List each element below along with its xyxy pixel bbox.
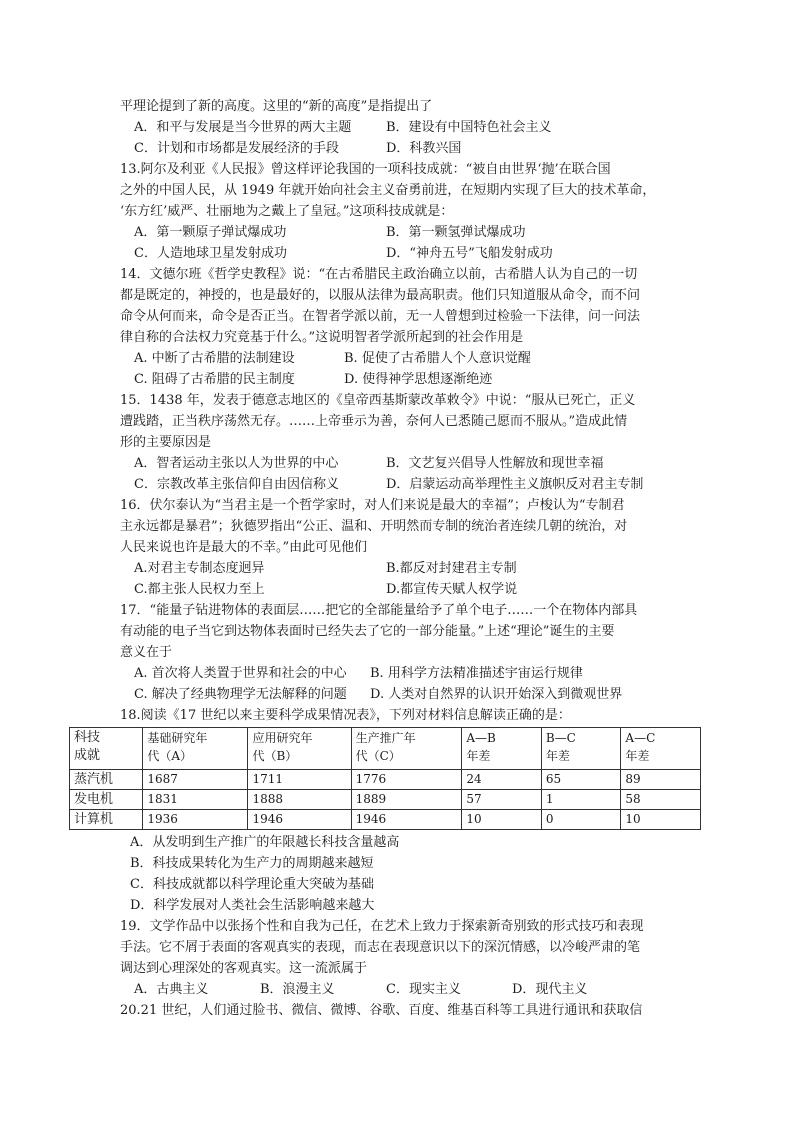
table-header-text: A—B [466,731,496,745]
table-row [70,810,701,830]
q17-stem-line3: 意义在于 [120,645,173,660]
q13-option-a: A．第一颗原子弹试爆成功 [134,225,287,240]
table-row [70,790,701,810]
q16-option-a: A.对君主专制态度迥异 [134,561,265,576]
q16-stem-line2: 主永远都是暴君”；狄德罗指出“公正、温和、开明然而专制的统治者连续几朝的统治，对 [120,519,628,534]
q18-option-d: D．科学发展对人类社会生活影响越来越大 [130,898,375,913]
q19-options-row [120,979,680,1000]
q16-stem-line1: 16．伏尔泰认为“当君主是一个哲学家时，对人们来说是最大的幸福”；卢梭认为“专制君 [120,498,625,513]
table-cell: 1889 [351,790,462,810]
table-cell: 1776 [351,770,462,790]
q17-option-d: D. 人类对自然界的认识开始深入到微观世界 [370,687,623,702]
q14-stem-line1: 14．文德尔班《哲学史教程》说：“在古希腊民主政治确立以前，古希腊人认为自己的一切 [120,267,638,282]
q15-option-b: B．文艺复兴倡导人性解放和现世幸福 [386,456,604,471]
table-header-text: A—C [625,731,656,745]
table-header-cell [621,728,701,770]
q12-option-d: D．科教兴国 [386,141,462,156]
table-header-row [70,728,701,770]
q13-stem-line3: ‘东方红’威严、壮丽地为之戴上了皇冠。”这项科技成就是： [120,204,454,219]
q19-option-b: B．浪漫主义 [260,982,335,997]
science-achievements-table [69,727,701,830]
table-header-cell [143,728,248,770]
q15-option-c: C．宗教改革主张信仰自由因信称义 [134,477,339,492]
q12-option-c: C．计划和市场都是发展经济的手段 [134,141,339,156]
table-cell: 1888 [248,790,351,810]
q13-options-row1 [120,222,680,243]
table-header-cell [70,728,143,770]
q14-option-b: B. 促使了古希腊人个人意识觉醒 [344,351,531,366]
q17-option-b: B. 用科学方法精准描述宇宙运行规律 [370,666,583,681]
q15-stem-line1: 15．1438 年，发表于德意志地区的《皇帝西基斯蒙改革敕令》中说：“服从已死亡，正义 [120,393,636,408]
q18-option-b: B．科技成果转化为生产力的周期越来越短 [130,856,374,871]
table-cell: 58 [621,790,701,810]
q13-option-b: B．第一颗氢弹试爆成功 [386,225,526,240]
q19-stem-line1: 19．文学作品中以张扬个性和自我为己任，在艺术上致力于探索新奇别致的形式技巧和表现 [120,919,644,934]
table-header-text: 代（B） [252,749,298,763]
table-row-label: 蒸汽机 [70,770,143,790]
q16-option-d: D.都宣传天赋人权学说 [386,582,518,597]
table-cell: 1946 [351,810,462,830]
q14-options-row1 [120,348,680,369]
q19-stem-line3: 调达到心理深处的客观真实。这一流派属于 [120,961,368,976]
table-header-text: 应用研究年 [252,731,313,745]
q17-stem-line1: 17．“能量子钻进物体的表面层……把它的全部能量给予了单个电子……一个在物体内部具 [120,603,638,618]
q20-stem-line1: 20.21 世纪，人们通过脸书、微信、微博、谷歌、百度、维基百科等工具进行通讯和获取信 [120,1003,643,1018]
q14-options-row2 [120,369,680,390]
table-header-text: 基础研究年 [147,731,208,745]
table-cell: 65 [541,770,621,790]
q14-option-d: D. 使得神学思想逐渐绝迹 [344,372,493,387]
q19-option-a: A．古典主义 [134,982,209,997]
q17-option-a: A. 首次将人类置于世界和社会的中心 [134,666,347,681]
q18-option-a: A．从发明到生产推广的年限越长科技含量越高 [130,835,400,850]
table-header-cell [462,728,542,770]
table-header-text: 生产推广年 [355,731,416,745]
table-cell: 89 [621,770,701,790]
q13-option-d: D．“神舟五号”飞船发射成功 [386,246,553,261]
q15-option-a: A．智者运动主张以人为世界的中心 [134,456,339,471]
q16-options-row2 [120,579,680,600]
table-cell: 0 [541,810,621,830]
q13-option-c: C．人造地球卫星发射成功 [134,246,287,261]
table-header-text: 科技 [74,730,101,745]
q18-stem-line1: 18.阅读《17 世纪以来主要科学成果情况表》，下列对材料信息解读正确的是： [120,708,571,723]
q14-stem-line4: 律自称的合法权力究竟基于什么。”这说明智者学派所起到的社会作用是 [120,330,524,345]
exam-page [74,96,680,1021]
q15-stem-line3: 形的主要原因是 [120,435,212,450]
table-header-text: B—C [545,731,576,745]
q15-stem-line2: 遭践踏，正当秩序荡然无存。……上帝垂示为善，奈何人已悉随己愿而不服从。”造成此情 [120,414,628,429]
q12-option-a: A．和平与发展是当今世界的两大主题 [134,120,352,135]
table-row [70,770,701,790]
q13-options-row2 [120,243,680,264]
q15-options-row2 [120,474,680,495]
q12-option-b: B．建设有中国特色社会主义 [386,120,552,135]
table-cell: 1711 [248,770,351,790]
q15-option-d: D．启蒙运动高举理性主义旗帜反对君主专制 [386,477,644,492]
table-header-text: 代（C） [355,749,401,763]
q16-option-b: B.都反对封建君主专制 [386,561,517,576]
table-row-label: 计算机 [70,810,143,830]
table-cell: 1687 [143,770,248,790]
q14-stem-line3: 命令从何而来，命令是否正当。在智者学派以前，无一人曾想到过检验一下法律，问一问法 [120,309,641,324]
q12-stem-tail: 平理论提到了新的高度。这里的“新的高度”是指提出了 [120,99,433,114]
q19-option-d: D．现代主义 [512,982,588,997]
q12-options-row1 [120,117,680,138]
table-header-text: 年差 [625,749,650,763]
table-header-cell [248,728,351,770]
q12-options-row2 [120,138,680,159]
table-header-text: 代（A） [147,749,193,763]
table-cell: 10 [621,810,701,830]
table-cell: 1 [541,790,621,810]
q19-option-c: C．现实主义 [386,982,461,997]
q17-stem-line2: 有动能的电子当它到达物体表面时已经失去了它的一部分能量。”上述“理论”诞生的主要 [120,624,615,639]
q14-stem-line2: 都是既定的，神授的，也是最好的，以服从法律为最高职责。他们只知道服从命令，而不问 [120,288,641,303]
q17-options-row1 [120,663,680,684]
table-header-text: 成就 [74,748,101,763]
table-row-label: 发电机 [70,790,143,810]
table-cell: 1831 [143,790,248,810]
table-cell: 24 [462,770,542,790]
q17-option-c: C. 解决了经典物理学无法解释的问题 [134,687,347,702]
q16-stem-line3: 人民来说也许是最大的不幸。”由此可见他们 [120,540,368,555]
table-header-cell [351,728,462,770]
table-header-cell [541,728,621,770]
q13-stem-line1: 13.阿尔及利亚《人民报》曾这样评论我国的一项科技成就：“被自由世界‘抛’在联合国 [120,162,611,177]
table-cell: 1936 [143,810,248,830]
q19-stem-line2: 手法。它不屑于表面的客观真实的表现，而志在表现意识以下的深沉情感，以冷峻严肃的笔 [120,940,641,955]
table-header-text: 年差 [466,749,491,763]
q15-options-row1 [120,453,680,474]
q18-option-c: C．科技成就都以科学理论重大突破为基础 [130,877,374,892]
q13-stem-line2: 之外的中国人民，从 1949 年就开始向社会主义奋勇前进，在短期内实现了巨大的技术革命， [120,183,656,198]
q16-options-row1 [120,558,680,579]
q14-option-a: A. 中断了古希腊的法制建设 [134,351,295,366]
table-cell: 1946 [248,810,351,830]
table-cell: 57 [462,790,542,810]
table-header-text: 年差 [545,749,570,763]
q16-option-c: C.都主张人民权力至上 [134,582,265,597]
q17-options-row2 [120,684,680,705]
table-cell: 10 [462,810,542,830]
q14-option-c: C. 阻碍了古希腊的民主制度 [134,372,295,387]
